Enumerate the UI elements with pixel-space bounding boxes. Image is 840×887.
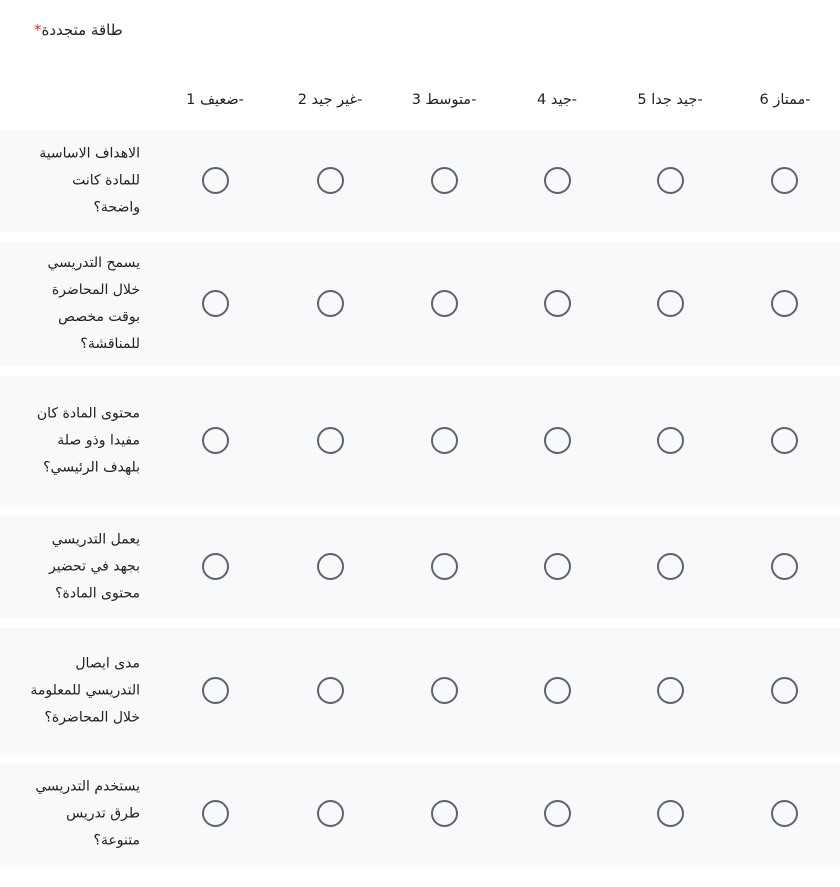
radio-button[interactable]: [202, 427, 229, 454]
radio-button[interactable]: [657, 553, 684, 580]
column-header-3: متوسط 3-: [411, 92, 477, 108]
radio-button[interactable]: [431, 167, 458, 194]
radio-button[interactable]: [317, 553, 344, 580]
radio-button[interactable]: [317, 290, 344, 317]
radio-button[interactable]: [202, 800, 229, 827]
question-title-text: طاقة متجددة: [41, 21, 123, 39]
radio-button[interactable]: [317, 427, 344, 454]
radio-button[interactable]: [431, 553, 458, 580]
required-asterisk: *: [34, 21, 42, 39]
radio-button[interactable]: [202, 677, 229, 704]
radio-button[interactable]: [317, 800, 344, 827]
radio-button[interactable]: [544, 677, 571, 704]
grid-row: [0, 628, 840, 753]
radio-button[interactable]: [771, 677, 798, 704]
radio-button[interactable]: [544, 167, 571, 194]
row-label: يستخدم التدريسي طرق تدريس متنوعة؟: [35, 778, 140, 849]
radio-button[interactable]: [657, 677, 684, 704]
radio-button[interactable]: [771, 290, 798, 317]
radio-button[interactable]: [657, 290, 684, 317]
radio-button[interactable]: [771, 427, 798, 454]
radio-button[interactable]: [544, 800, 571, 827]
grid-row: [0, 242, 840, 366]
radio-button[interactable]: [317, 677, 344, 704]
radio-button[interactable]: [202, 290, 229, 317]
radio-button[interactable]: [317, 167, 344, 194]
radio-button[interactable]: [202, 553, 229, 580]
radio-button[interactable]: [657, 167, 684, 194]
row-label: محتوى المادة كان مفيدا وذو صلة بلهدف الرئيسي؟: [36, 405, 140, 475]
row-label: الاهداف الاساسية للمادة كانت واضحة؟: [39, 145, 140, 216]
radio-button[interactable]: [771, 553, 798, 580]
radio-button[interactable]: [657, 800, 684, 827]
column-header-4: جيد 4-: [536, 92, 578, 108]
grid-row: [0, 130, 840, 232]
radio-button[interactable]: [771, 800, 798, 827]
radio-button[interactable]: [544, 427, 571, 454]
radio-button[interactable]: [657, 427, 684, 454]
grid-row: [0, 763, 840, 865]
radio-button[interactable]: [431, 800, 458, 827]
radio-button[interactable]: [202, 167, 229, 194]
choice-grid: [0, 78, 840, 875]
question-title: [30, 19, 123, 41]
radio-button[interactable]: [431, 427, 458, 454]
radio-button[interactable]: [431, 677, 458, 704]
radio-button[interactable]: [544, 290, 571, 317]
row-label: مدى ايصال التدريسي للمعلومة خلال المحاضرة؟: [30, 655, 140, 725]
column-header-1: ضعيف 1-: [186, 92, 244, 108]
grid-header-row: [0, 78, 840, 130]
column-header-6: ممتاز 6-: [759, 92, 811, 108]
grid-row: [0, 376, 840, 505]
radio-button[interactable]: [771, 167, 798, 194]
grid-row: [0, 515, 840, 618]
row-label: يعمل التدريسي بجهد في تحضير محتوى المادة؟: [48, 531, 140, 601]
column-header-5: جيد جدا 5-: [637, 92, 703, 108]
radio-button[interactable]: [544, 553, 571, 580]
radio-button[interactable]: [431, 290, 458, 317]
row-label: يسمح التدريسي خلال المحاضرة بوقت مخصص للمناقشة؟: [47, 255, 140, 352]
column-header-2: غير جيد 2-: [297, 92, 363, 108]
